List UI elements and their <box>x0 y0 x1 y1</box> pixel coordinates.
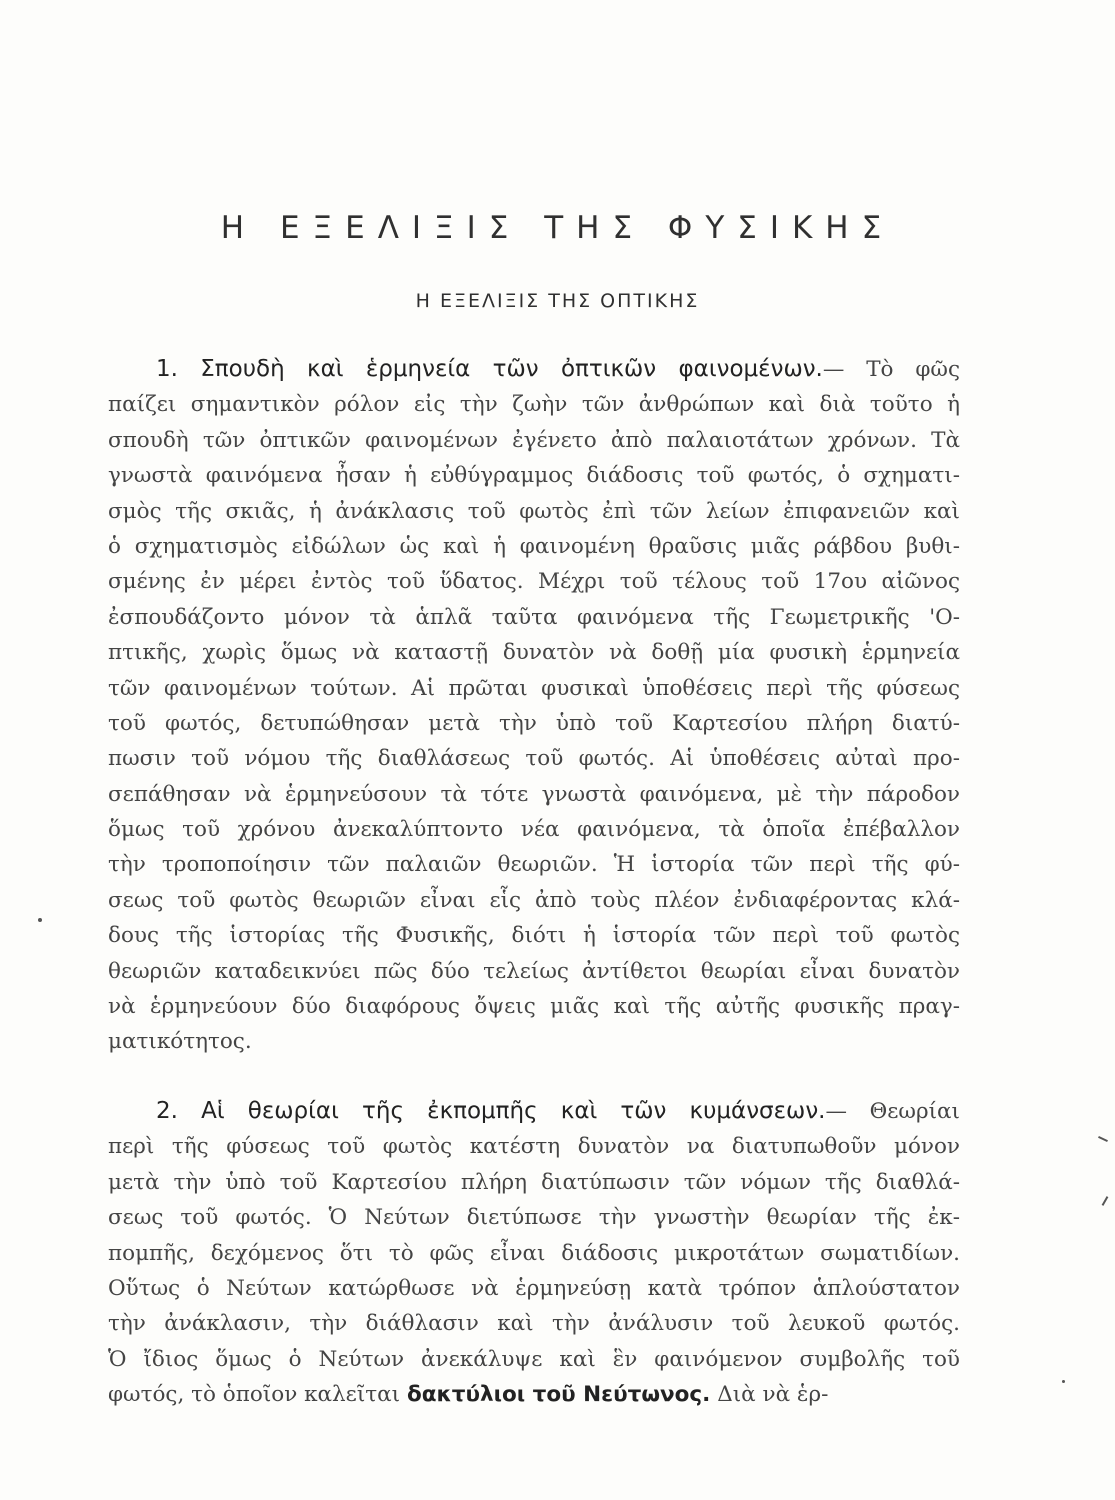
section-1-line: δους τῆς ἱστορίας τῆς Φυσικῆς, διότι ἡ ἱστορία τῶν περὶ τοῦ φωτὸς <box>108 923 960 949</box>
section-1-line: σπουδὴ τῶν ὀπτικῶν φαινομένων ἐγένετο ἀπὸ παλαιοτάτων χρόνων. Τὰ <box>108 427 960 453</box>
section-1-line: σμένης ἐν μέρει ἐντὸς τοῦ ὕδατος. Μέχρι τοῦ τέλους τοῦ 17ου αἰῶνος <box>108 569 960 595</box>
section-1-line: σεως τοῦ φωτὸς θεωριῶν εἶναι εἷς ἀπὸ τοὺς πλέον ἐνδιαφέροντας κλά- <box>108 887 960 913</box>
section-1-line: ὁ σχηματισμὸς εἰδώλων ὡς καὶ ἡ φαινομένη θραῦσις μιᾶς ράβδου βυθι- <box>108 533 960 559</box>
bold-term: δακτύλιοι τοῦ Νεύτωνος. <box>406 1382 711 1408</box>
section-2-line: 2. Αἱ θεωρίαι τῆς ἐκπομπῆς καὶ τῶν κυμάνσεων.— Θεωρίαι <box>156 1098 960 1124</box>
section-2-line: τὴν ἀνάκλασιν, τὴν διάθλασιν καὶ τὴν ἀνάλυσιν τοῦ λευκοῦ φωτός. <box>108 1311 960 1337</box>
section-1-line: ματικότητος. <box>108 1029 252 1055</box>
section-2 <box>108 1094 960 1413</box>
section-1-line: τοῦ φωτός, δετυπώθησαν μετὰ τὴν ὑπὸ τοῦ Καρτεσίου πλήρη διατύ- <box>108 710 960 736</box>
section-1-line: 1. Σπουδὴ καὶ ἑρμηνεία τῶν ὀπτικῶν φαινομένων.— Τὸ φῶς <box>156 356 960 382</box>
section-1-line: τῶν φαινομένων τούτων. Αἱ πρῶται φυσικαὶ ὑποθέσεις περὶ τῆς φύσεως <box>108 675 960 701</box>
section-2-line: φωτός, τὸ ὁποῖον καλεῖται δακτύλιοι τοῦ Νεύτωνος. Διὰ νὰ ἑρ- <box>108 1382 829 1408</box>
page-speck <box>1062 1380 1065 1383</box>
section-2-line: πομπῆς, δεχόμενος ὅτι τὸ φῶς εἶναι διάδοσις μικροτάτων σωματιδίων. <box>108 1240 960 1266</box>
chapter-title: Η ΕΞΕΛΙΞΙΣ ΤΗΣ ΟΠΤΙΚΗΣ <box>415 290 700 312</box>
section-2-line: περὶ τῆς φύσεως τοῦ φωτὸς κατέστη δυνατὸν να διατυπωθοῦν μόνον <box>108 1134 960 1160</box>
section-1-line: γνωστὰ φαινόμενα ἦσαν ἡ εὐθύγραμμος διάδοσις τοῦ φωτός, ὁ σχηματι- <box>108 463 960 489</box>
margin-mark <box>1102 1196 1109 1206</box>
book-title: Η ΕΞΕΛΙΞΙΣ ΤΗΣ ΦΥΣΙΚΗΣ <box>220 210 895 246</box>
section-1-line: σεπάθησαν νὰ ἑρμηνεύσουν τὰ τότε γνωστὰ φαινόμενα, μὲ τὴν πάροδον <box>108 781 960 807</box>
section-1-line: ὅμως τοῦ χρόνου ἀνεκαλύπτοντο νέα φαινόμενα, τὰ ὁποῖα ἐπέβαλλον <box>108 817 960 843</box>
section-2-heading: 2. Αἱ θεωρίαι τῆς ἐκπομπῆς καὶ τῶν κυμάνσεων. <box>156 1098 826 1124</box>
section-1-line: πωσιν τοῦ νόμου τῆς διαθλάσεως τοῦ φωτός. Αἱ ὑποθέσεις αὐταὶ προ- <box>108 746 960 772</box>
section-1 <box>108 352 960 1060</box>
section-1-line: θεωριῶν καταδεικνύει πῶς δύο τελείως ἀντίθετοι θεωρίαι εἶναι δυνατὸν <box>108 958 960 984</box>
section-2-line: μετὰ τὴν ὑπὸ τοῦ Καρτεσίου πλήρη διατύπωσιν τῶν νόμων τῆς διαθλά- <box>108 1169 960 1195</box>
section-2-line: Ὁ ἴδιος ὅμως ὁ Νεύτων ἀνεκάλυψε καὶ ἓν φαινόμενον συμβολῆς τοῦ <box>108 1346 960 1372</box>
section-1-heading: 1. Σπουδὴ καὶ ἑρμηνεία τῶν ὀπτικῶν φαινομένων. <box>156 356 823 382</box>
page-speck <box>38 918 42 922</box>
section-1-line: παίζει σημαντικὸν ρόλον εἰς τὴν ζωὴν τῶν ἀνθρώπων καὶ διὰ τοῦτο ἡ <box>108 392 960 418</box>
section-2-line: Οὕτως ὁ Νεύτων κατώρθωσε νὰ ἑρμηνεύσῃ κατὰ τρόπον ἁπλούστατον <box>108 1275 960 1301</box>
section-1-line: ἐσπουδάζοντο μόνον τὰ ἁπλᾶ ταῦτα φαινόμενα τῆς Γεωμετρικῆς 'Ο- <box>108 604 960 630</box>
section-1-line: νὰ ἑρμηνεύουν δύο διαφόρους ὄψεις μιᾶς καὶ τῆς αὐτῆς φυσικῆς πραγ- <box>108 994 960 1020</box>
section-1-line: πτικῆς, χωρὶς ὅμως νὰ καταστῇ δυνατὸν νὰ δοθῇ μία φυσικὴ ἑρμηνεία <box>108 640 960 666</box>
section-2-line: σεως τοῦ φωτός. Ὁ Νεύτων διετύπωσε τὴν γνωστὴν θεωρίαν τῆς ἐκ- <box>108 1205 960 1231</box>
section-1-line: σμὸς τῆς σκιᾶς, ἡ ἀνάκλασις τοῦ φωτὸς ἐπὶ τῶν λείων ἐπιφανειῶν καὶ <box>108 498 960 524</box>
section-1-line: τὴν τροποποίησιν τῶν παλαιῶν θεωριῶν. Ἡ ἱστορία τῶν περὶ τῆς φύ- <box>108 852 960 878</box>
margin-mark <box>1098 1136 1108 1142</box>
